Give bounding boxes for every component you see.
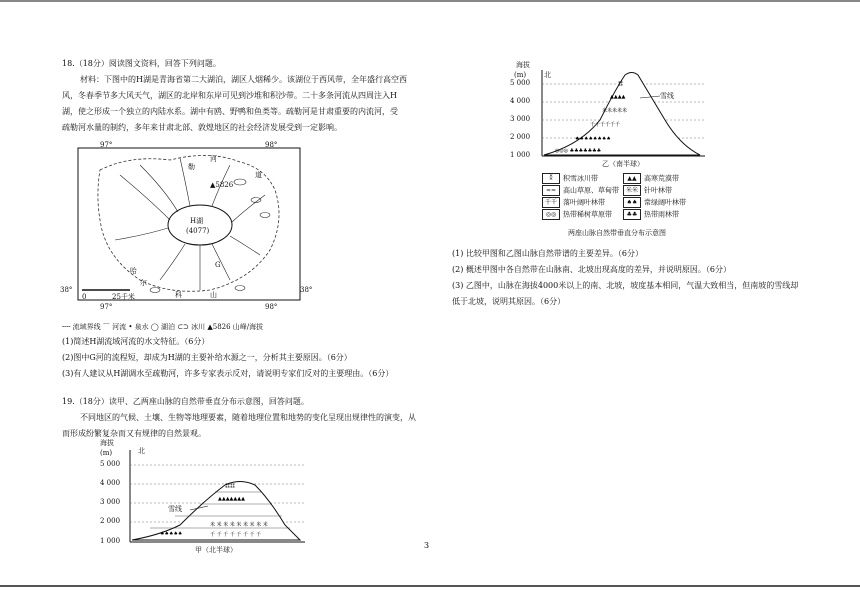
q19-intro-line-1: 不同地区的气候、土壤、生物等地理要素，随着地理位置和地势的变化呈现出规律性的演变，从 [80,413,416,422]
map-lon-bottom-left: 97° [100,303,113,311]
legend-symbol: ♣♣ [623,209,641,220]
svg-text:米 米 米 米 米 米 米 米 米: 米 米 米 米 米 米 米 米 米 [210,522,268,528]
chart-jia-tick-3000: 3 000 [100,498,121,506]
legend-label: 落叶阔叶林带 [563,198,605,206]
legend-item [540,208,621,220]
map-legend: ╌╌ 流域界线 ⌒ 河流 • 泉水 ◯ 湖泊 ⊂⊃ 冰川 ▲5826 山峰/海拔 [62,323,264,331]
map-place-he: 河 [210,155,217,163]
svg-text:⁑⁑: ⁑⁑ [618,82,623,88]
legend-label: 高寒荒漠带 [644,174,679,182]
h-lake-map [60,140,313,320]
legend-item [540,196,621,208]
svg-text:▲▲▲▲: ▲▲▲▲ [610,94,626,100]
legend-item [621,196,688,208]
chart-jia-tick-4000: 4 000 [100,479,121,487]
map-place-le: 勒 [188,163,195,171]
q19-question-3-line-1: (3) 乙图中，山脉在海拔4000米以上的南、北坡，坡度基本相同，气温大致相当，但南坡的雪线却 [452,281,799,290]
q18-material-line-2: 风，冬春季节多大风天气，湖区的北岸和东岸可见到沙堆和积沙带。二十多条河流从四周注入H [62,91,397,100]
legend-item [621,208,688,220]
map-scale-0: 0 [82,293,87,301]
svg-text:♠♠♠♠♠: ♠♠♠♠♠ [160,531,183,537]
legend-symbol: ≈≈ [542,185,560,196]
legend-symbol: ◎◎ [542,209,560,220]
legend-symbol: ♠♠ [623,197,641,208]
svg-text:▲▲▲▲▲▲▲: ▲▲▲▲▲▲▲ [218,496,245,502]
map-lat-right: 38° [300,286,313,294]
vertical-zone-legend [540,172,688,220]
map-place-dao: 道 [255,171,262,179]
svg-text:米米米米米: 米米米米米 [602,108,628,114]
legend-label: 高山草原、草甸带 [563,186,619,194]
map-river-g: G [215,261,221,269]
chart-yi-tick-4000: 4 000 [510,97,531,105]
chart-yi-tick-3000: 3 000 [510,115,531,123]
chart-jia-tick-2000: 2 000 [100,517,121,525]
top-border [0,0,860,2]
chart-jia-caption: 甲（北半球） [195,546,237,554]
legend-item [540,184,621,196]
chart-yi-snowline: 雪线 [660,92,674,100]
q18-material-line-4: 疏勒河水量的制约，多年来甘肃北部、敦煌地区的社会经济发展受到一定影响。 [62,123,342,132]
map-place-ha: 哈 [130,267,137,275]
chart-jia [100,440,320,560]
q19-question-3-line-2: 低于北坡，说明其原因。（6分） [452,297,566,306]
map-place-shan: 山 [210,291,217,299]
legend-item [621,184,688,196]
q19-intro-line-2: 而形成纷繁复杂而又有规律的自然景观。 [62,429,206,438]
q19-question-1: (1) 比较甲图和乙图山脉自然带谱的主要差异。（6分） [452,249,643,258]
legend-item [621,172,688,184]
chart-jia-tick-5000: 5 000 [100,460,121,468]
legend-label: 常绿阔叶林带 [644,198,686,206]
legend-symbol: ▲▲ [623,173,641,184]
legend-item [540,172,621,184]
map-lon-right: 98° [265,141,278,149]
map-lat-left: 38° [60,286,73,294]
q19-question-2: (2) 概述甲图中各自然带在山脉南、北坡出现高度的差异，并说明原因。（6分） [452,265,731,274]
legend-symbol: 米米 [623,185,641,196]
svg-text:千千千千千千: 千千千千千千 [590,122,621,128]
svg-text:◎◎◎ ♣♣♣♣♣♣♣: ◎◎◎ ♣♣♣♣♣♣♣ [555,148,602,154]
q18-material-line-3: 湖，使之形成一个独立的内陆水系。湖中有鸥、野鸭和鱼类等。疏勒河是甘肃重要的内流河，受 [62,107,398,116]
legend-label: 热带雨林带 [644,210,679,218]
legend-label: 热带稀树草原带 [563,210,612,218]
map-lon-bottom-right: 98° [265,303,278,311]
svg-text:♠♠♠♠♠♠♠♠: ♠♠♠♠♠♠♠♠ [575,136,611,142]
q18-material-line-1: 材料：下图中的H湖是青海省第二大湖泊，湖区人烟稀少。该湖位于西风带，全年盛行高空西 [80,75,407,84]
map-place-ke: 科 [175,291,182,299]
legend-label: 针叶林带 [644,186,672,194]
q18-heading: 18.（18分）阅读图文资料，回答下列问题。 [62,59,221,68]
chart-yi [510,60,720,172]
chart-yi-tick-2000: 2 000 [510,133,531,141]
chart-yi-ylabel: 海拔 [516,61,530,69]
chart-jia-ylabel: 海拔 [100,439,114,447]
chart-yi-yunit: (m) [514,71,527,79]
chart-yi-tick-5000: 5 000 [510,79,531,87]
map-lon-left: 97° [100,141,113,149]
q18-question-2: (2)图中G河的流程短，却成为H湖的主要补给水源之一，分析其主要原因。（6分） [62,353,352,362]
map-lake-name: H湖 [190,217,204,225]
bottom-border [0,585,860,587]
map-lake-elev: (4077) [186,227,210,235]
chart-yi-caption: 乙（南半球） [602,160,644,168]
chart-jia-yunit: (m) [100,449,113,457]
chart-yi-direction: 北 [544,71,551,79]
q18-question-3: (3)有人建议从H湖调水至疏勒河，许多专家表示反对，请说明专家们反对的主要理由。（6分） [62,369,394,378]
chart-jia-direction: 北 [138,447,145,455]
chart-yi-tick-1000: 1 000 [510,151,531,159]
map-place-er: 尔 [140,279,147,287]
q18-question-1: (1)简述H湖流域河流的水文特征。（6分） [62,337,210,346]
map-peak: ▲5826 [210,181,234,189]
svg-text:⁑⁑⁑⁑: ⁑⁑⁑⁑ [225,484,235,490]
legend-label: 积雪冰川带 [563,174,598,182]
svg-text:千 千 千 千 千 千 千 千: 千 千 千 千 千 千 千 千 [210,532,262,538]
q19-heading: 19.（18分）读甲、乙两座山脉的自然带垂直分布示意图，回答问题。 [62,397,309,406]
chart-jia-snowline: 雪线 [168,505,182,513]
legend-caption: 两座山脉自然带垂直分布示意图 [568,229,666,237]
chart-jia-tick-1000: 1 000 [100,537,121,545]
legend-symbol: 千千 [542,197,560,208]
page-number: 3 [424,541,430,550]
map-scale-25: 25千米 [112,293,135,301]
legend-symbol: ⁑ [542,173,560,184]
